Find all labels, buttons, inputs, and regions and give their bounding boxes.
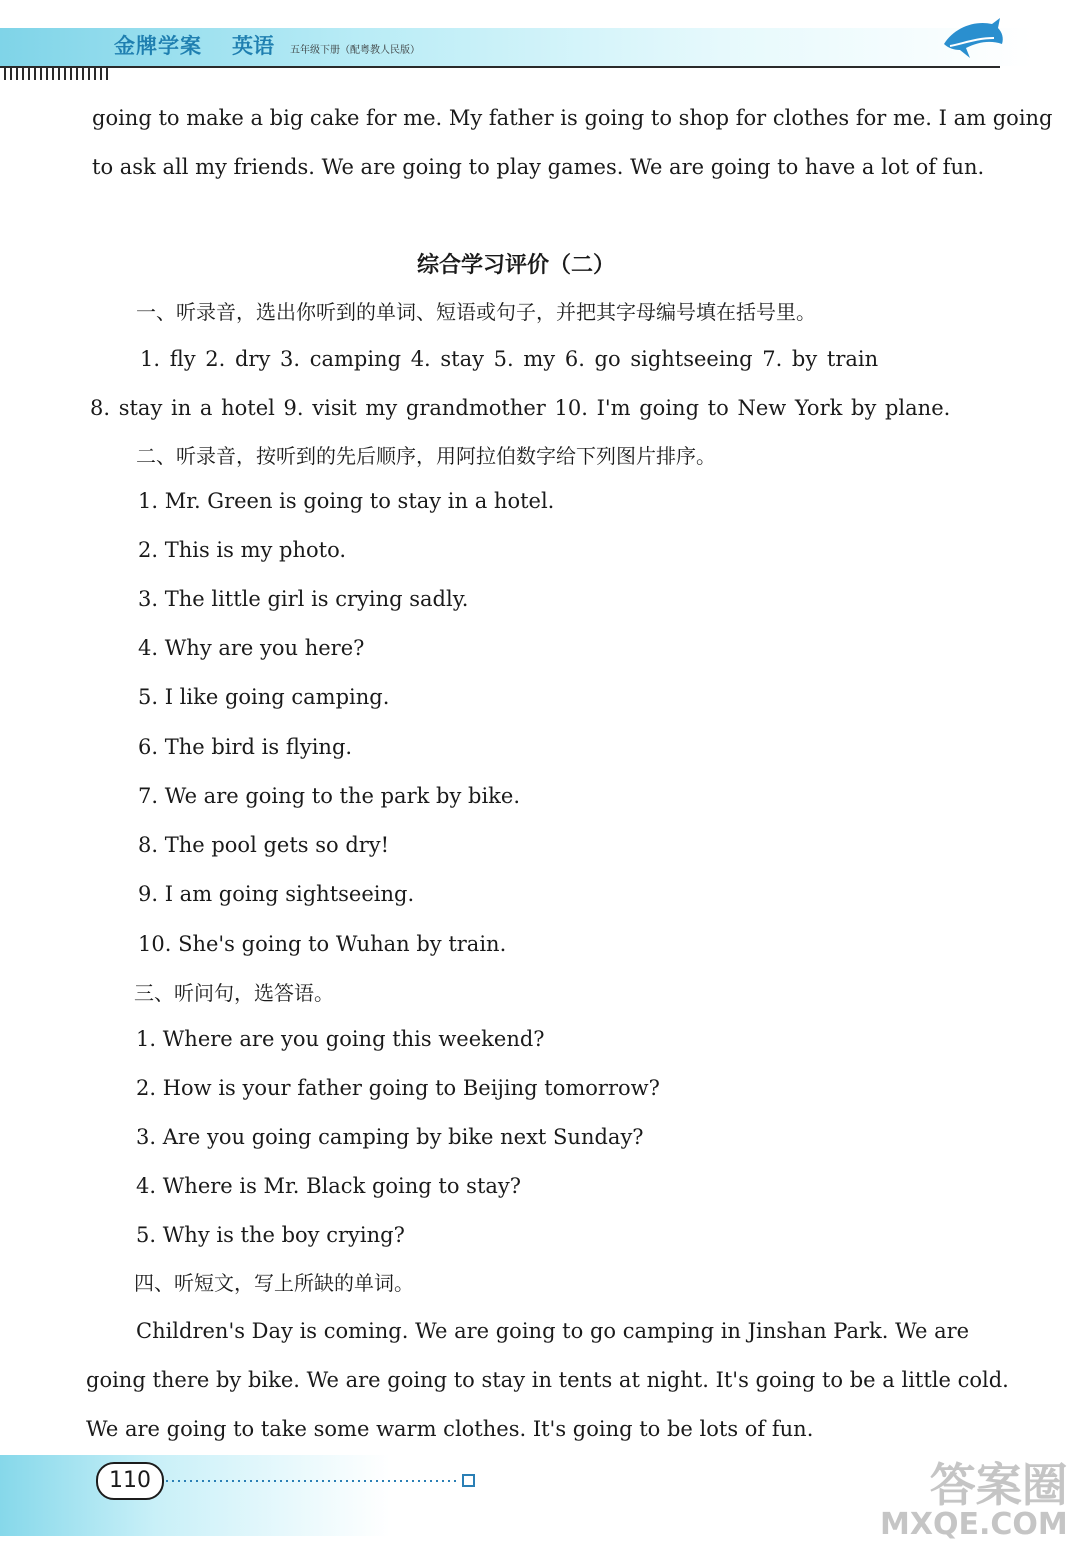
watermark-top: 答案圈: [929, 1458, 1068, 1512]
section-title: 综合学习评价（二）: [416, 253, 615, 278]
part2-item: 10. She's going to Wuhan by train.: [138, 932, 507, 956]
part2-heading: 二、听录音，按听到的先后顺序，用阿拉伯数字给下列图片排序。: [136, 444, 716, 468]
intro-line-2: to ask all my friends. We are going to play games. We are going to have a lot of fun.: [92, 155, 985, 179]
part1-options-line-2: 8. stay in a hotel 9. visit my grandmother 10. I'm going to New York by plane.: [90, 396, 951, 420]
part1-options-line-1: 1. fly 2. dry 3. camping 4. stay 5. my 6. go sightseeing 7. by train: [140, 347, 879, 371]
part2-item: 4. Why are you here?: [138, 636, 365, 660]
watermark: [880, 1458, 1068, 1542]
header-ticks: [4, 68, 108, 80]
part2-item: 1. Mr. Green is going to stay in a hotel.: [138, 489, 555, 513]
part3-item: 5. Why is the boy crying?: [136, 1223, 405, 1247]
passage-line-1: Children's Day is coming. We are going to go camping in Jinshan Park. We are: [136, 1319, 970, 1343]
page-header: [0, 0, 1032, 82]
watermark-bottom: MXQE.COM: [880, 1507, 1068, 1542]
footer-dotted-rule: [166, 1480, 460, 1482]
passage-line-3: We are going to take some warm clothes. It's going to be lots of fun.: [86, 1417, 814, 1441]
passage-line-2: going there by bike. We are going to stay in tents at night. It's going to be a little cold.: [86, 1368, 1009, 1392]
part2-item: 3. The little girl is crying sadly.: [138, 587, 469, 611]
dolphin-icon: [940, 14, 1006, 66]
part2-item: 6. The bird is flying.: [138, 735, 353, 759]
part1-heading: 一、听录音，选出你听到的单词、短语或句子，并把其字母编号填在括号里。: [136, 300, 816, 324]
header-rule: [0, 66, 1000, 68]
part4-heading: 四、听短文，写上所缺的单词。: [134, 1271, 414, 1295]
part3-heading: 三、听问句，选答语。: [134, 981, 334, 1005]
part2-item: 2. This is my photo.: [138, 538, 347, 562]
part2-item: 7. We are going to the park by bike.: [138, 784, 520, 808]
part2-item: 8. The pool gets so dry!: [138, 833, 390, 857]
intro-line-1: going to make a big cake for me. My father is going to shop for clothes for me. I am going: [92, 106, 1053, 130]
grade-label: 五年级下册（配粤教人民版）: [290, 45, 420, 56]
footer-square-icon: [462, 1474, 475, 1487]
footer-band: [0, 1455, 520, 1536]
part2-item: 5. I like going camping.: [138, 685, 390, 709]
subject-label: 英语: [232, 34, 274, 58]
book-title: 金牌学案: [114, 34, 202, 58]
part3-item: 1. Where are you going this weekend?: [136, 1027, 545, 1051]
part3-item: 3. Are you going camping by bike next Sunday?: [136, 1125, 644, 1149]
part3-item: 2. How is your father going to Beijing tomorrow?: [136, 1076, 660, 1100]
part2-item: 9. I am going sightseeing.: [138, 882, 415, 906]
page-number: 110: [96, 1462, 164, 1500]
part3-item: 4. Where is Mr. Black going to stay?: [136, 1174, 522, 1198]
